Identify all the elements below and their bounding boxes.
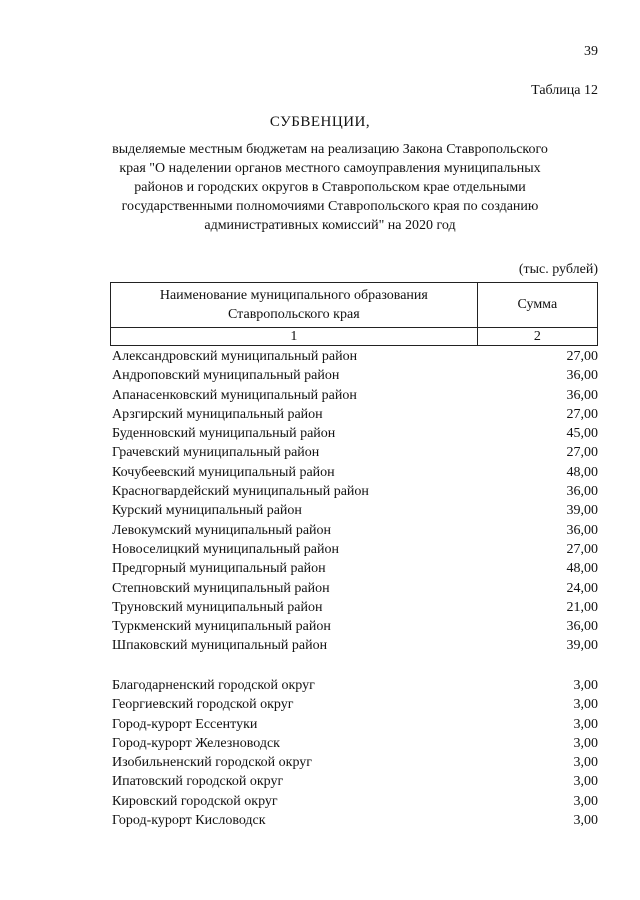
row-name: Новоселицкий муниципальный район [112, 541, 339, 557]
row-sum: 36,00 [566, 522, 598, 538]
row-sum: 3,00 [573, 813, 598, 829]
table-row [112, 598, 598, 617]
row-sum: 36,00 [566, 368, 598, 384]
row-sum: 3,00 [573, 716, 598, 732]
row-name: Грачевский муниципальный район [112, 445, 320, 461]
header-sum: Сумма [477, 283, 597, 328]
row-name: Шпаковский муниципальный район [112, 638, 328, 654]
table-row [112, 695, 598, 714]
row-sum: 3,00 [573, 774, 598, 790]
row-name: Город-курорт Ессентуки [112, 716, 258, 732]
row-name: Андроповский муниципальный район [112, 368, 340, 384]
row-sum: 21,00 [566, 599, 598, 615]
table-row [112, 559, 598, 578]
table-row [112, 347, 598, 366]
row-sum: 45,00 [566, 426, 598, 442]
table-row [112, 463, 598, 482]
row-sum: 39,00 [566, 503, 598, 519]
header-name: Наименование муниципального образования Ставропольского края [111, 283, 478, 328]
document-subtitle: выделяемые местным бюджетам на реализацию Закона Ставропольского края "О наделении органов местного самоуправления муниципальных районов и городских округов в Ставропольском крае отдельными государственными полномочиями Ставропольского края по созданию административных комиссий" на 2020 год [112, 142, 548, 233]
row-sum: 27,00 [566, 445, 598, 461]
page-number: 39 [584, 44, 598, 59]
table-row [112, 424, 598, 443]
table-row [112, 482, 598, 501]
row-name: Степновский муниципальный район [112, 580, 330, 596]
row-name: Арзгирский муниципальный район [112, 406, 323, 422]
table-row [112, 521, 598, 540]
table-row [112, 636, 598, 655]
table-row [112, 617, 598, 636]
table-row [112, 811, 598, 830]
table-row [112, 579, 598, 598]
row-sum: 3,00 [573, 793, 598, 809]
table-row [112, 715, 598, 734]
row-name: Красногвардейский муниципальный район [112, 484, 369, 500]
row-sum: 24,00 [566, 580, 598, 596]
row-name: Благодарненский городской округ [112, 678, 315, 693]
subsidies-table-header [110, 282, 598, 346]
city-districts-list [112, 676, 598, 830]
table-row [112, 734, 598, 753]
column-index-name: 1 [111, 328, 478, 346]
row-name: Кировский городской округ [112, 793, 278, 809]
row-sum: 36,00 [566, 387, 598, 403]
table-row [112, 443, 598, 462]
row-sum: 3,00 [573, 697, 598, 713]
row-name: Георгиевский городской округ [112, 697, 294, 713]
row-name: Курский муниципальный район [112, 503, 302, 519]
row-sum: 27,00 [566, 349, 598, 364]
districts-list [112, 347, 598, 656]
row-sum: 3,00 [573, 755, 598, 771]
row-name: Буденновский муниципальный район [112, 426, 336, 442]
row-sum: 36,00 [566, 484, 598, 500]
row-name: Труновский муниципальный район [112, 599, 323, 615]
row-sum: 27,00 [566, 541, 598, 557]
row-sum: 48,00 [566, 464, 598, 480]
row-name: Ипатовский городской округ [112, 774, 284, 790]
document-title: СУБВЕНЦИИ, [269, 114, 371, 130]
table-row [112, 753, 598, 772]
row-name: Апанасенковский муниципальный район [112, 387, 357, 403]
table-row [112, 366, 598, 385]
table-row [112, 405, 598, 424]
row-name: Кочубеевский муниципальный район [112, 464, 335, 480]
table-row [112, 676, 598, 695]
row-sum: 48,00 [566, 561, 598, 577]
row-name: Изобильненский городской округ [112, 755, 313, 771]
units-label: (тыс. рублей) [518, 262, 598, 277]
row-name: Левокумский муниципальный район [112, 522, 332, 538]
row-name: Город-курорт Железноводск [112, 735, 280, 751]
table-row [112, 540, 598, 559]
row-sum: 3,00 [573, 678, 598, 693]
row-name: Город-курорт Кисловодск [112, 813, 266, 829]
row-sum: 39,00 [566, 638, 598, 654]
table-label: Таблица 12 [531, 83, 598, 98]
row-name: Туркменский муниципальный район [112, 619, 331, 635]
row-sum: 27,00 [566, 406, 598, 422]
table-row [112, 792, 598, 811]
column-index-sum: 2 [477, 328, 597, 346]
row-name: Александровский муниципальный район [112, 349, 358, 364]
table-row [112, 772, 598, 791]
table-row [112, 501, 598, 520]
table-row [112, 386, 598, 405]
row-sum: 3,00 [573, 735, 598, 751]
row-name: Предгорный муниципальный район [112, 561, 326, 577]
row-sum: 36,00 [566, 619, 598, 635]
